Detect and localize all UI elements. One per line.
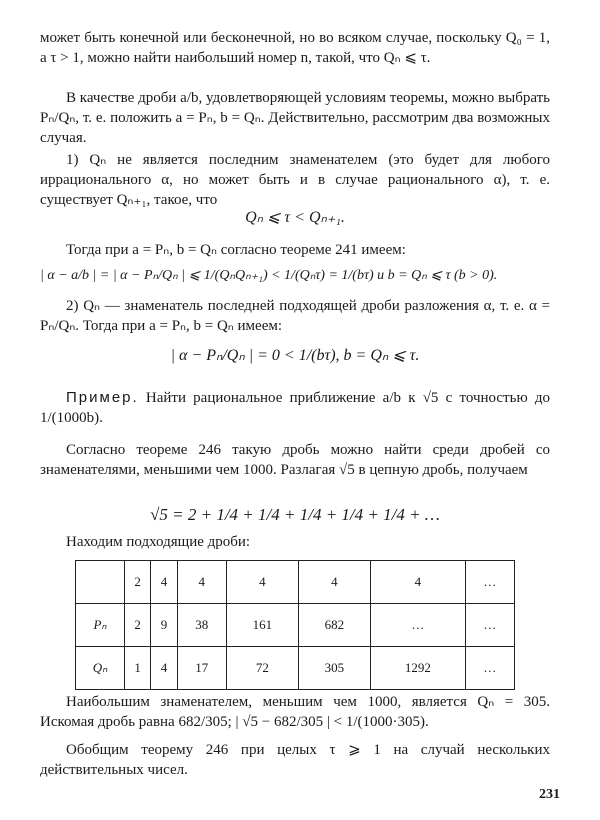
paragraph-5-text: 2) Qₙ — знаменатель последней подходящей дроби разложения α, т. е. α = Pₙ/Qₙ. Тогда при a = Pₙ, b = Qₙ имеем: [40,298,550,334]
paragraph-6-text: Найти рациональное приближение a/b к √5 с точностью до 1/(1000b). [40,390,550,426]
table-row-q [76,647,515,690]
example-label: Пример. [66,389,139,406]
table-cell: … [465,647,514,690]
paragraph-6 [40,388,550,428]
table-cell: 1 [125,647,151,690]
paragraph-7-text: Согласно теореме 246 такую дробь можно найти среди дробей со знаменателями, меньшими чем 1000. Разлагая √5 в цепную дробь, получаем [40,442,550,478]
table-cell: 682 [298,604,370,647]
paragraph-3-text: 1) Qₙ не является последним знаменателем (это будет для любого иррационального α, но может быть и в случае рационального α), т. е. существует Qₙ₊₁, такое, что [40,152,550,208]
paragraph-5 [40,296,550,336]
table-cell: 2 [125,604,151,647]
table-cell: 4 [177,561,226,604]
row-label-p: Pₙ [76,604,125,647]
paragraph-9 [40,692,550,732]
table-cell: 9 [151,604,177,647]
table-cell: 38 [177,604,226,647]
formula-4: √5 = 2 + 1/4 + 1/4 + 1/4 + 1/4 + 1/4 + … [150,505,440,524]
paragraph-10-text: Обобщим теорему 246 при целых τ ⩾ 1 на случай нескольких действительных чисел. [40,742,550,778]
table-row-p [76,604,515,647]
table-header-row [76,561,515,604]
row-label-q: Qₙ [76,647,125,690]
paragraph-8 [40,532,550,552]
paragraph-4 [40,240,550,260]
table-cell: 1292 [370,647,465,690]
table-cell: 4 [151,647,177,690]
formula-1: Qₙ ⩽ τ < Qₙ₊₁. [245,209,345,226]
table-cell: … [465,561,514,604]
table-cell: 161 [226,604,298,647]
table-cell: … [370,604,465,647]
table-cell: 305 [298,647,370,690]
table-cell: 4 [151,561,177,604]
convergents-table [75,560,515,690]
paragraph-2-text: В качестве дроби a/b, удовлетворяющей условиям теоремы, можно выбрать Pₙ/Qₙ, т. е. положить a = Pₙ, b = Qₙ. Действительно, рассмотрим два возможных случая. [40,90,550,146]
table-cell: 4 [226,561,298,604]
table-cell: 2 [125,561,151,604]
paragraph-2 [40,88,550,148]
paragraph-10 [40,740,550,780]
paragraph-3 [40,150,550,210]
paragraph-4-text: Тогда при a = Pₙ, b = Qₙ согласно теореме 241 имеем: [66,242,406,258]
table-cell: 4 [298,561,370,604]
table-cell: 4 [370,561,465,604]
page-number: 231 [539,787,560,802]
paragraph-1: может быть конечной или бесконечной, но во всяком случае, поскольку Q₀ = 1, а τ > 1, можно найти наибольший номер n, такой, что Qₙ ⩽ τ. [40,30,550,66]
table-cell [76,561,125,604]
paragraph-7 [40,440,550,480]
paragraph-8-text: Находим подходящие дроби: [66,534,251,550]
table-cell: … [465,604,514,647]
table-cell: 72 [226,647,298,690]
table-cell: 17 [177,647,226,690]
formula-2: | α − a/b | = | α − Pₙ/Qₙ | ⩽ 1/(QₙQₙ₊₁) < 1/(Qₙτ) = 1/(bτ) и b = Qₙ ⩽ τ (b > 0). [40,268,498,283]
formula-3: | α − Pₙ/Qₙ | = 0 < 1/(bτ), b = Qₙ ⩽ τ. [170,347,420,364]
paragraph-9-text: Наибольшим знаменателем, меньшим чем 1000, является Qₙ = 305. Искомая дробь равна 682/305; | √5 − 682/305 | < 1/(1000·305). [40,694,550,730]
